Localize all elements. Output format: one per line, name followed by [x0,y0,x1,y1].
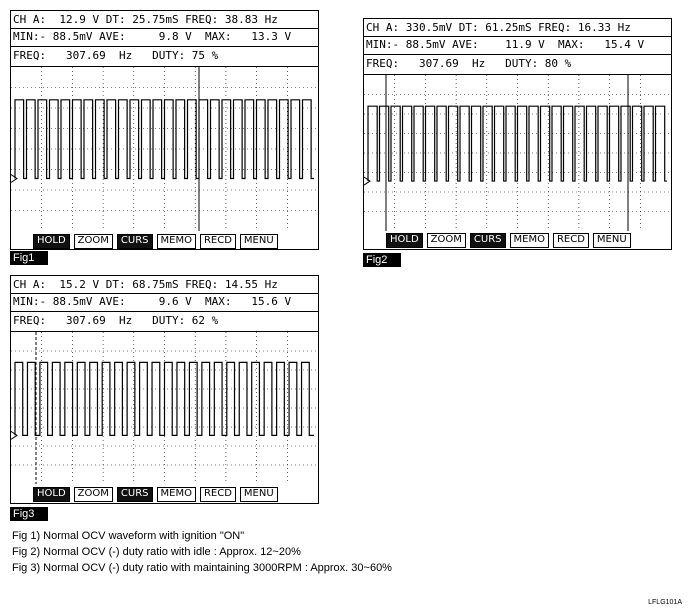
waveform-trace [15,100,314,179]
softkey-hold-button[interactable]: HOLD [386,233,423,248]
softkey-menu-button[interactable]: MENU [240,487,278,502]
softkey-curs-button[interactable]: CURS [470,233,506,248]
scope-readout-line2: MIN:- 88.5mV AVE: 9.8 V MAX: 13.3 V [13,30,292,43]
scope-readout-line3: FREQ: 307.69 Hz DUTY: 62 % [13,314,219,327]
waveform-display [11,332,318,484]
waveform-display [364,75,671,231]
scope-readout-line2: MIN:- 88.5mV AVE: 11.9 V MAX: 15.4 V [366,38,645,51]
softkey-hold-button[interactable]: HOLD [33,234,70,249]
scope-readout-line1: CH A: 330.5mV DT: 61.25mS FREQ: 16.33 Hz [366,21,631,34]
softkey-recd-button[interactable]: RECD [200,234,236,249]
scope-readout-line3: FREQ: 307.69 Hz DUTY: 75 % [13,49,219,62]
figure-label-fig3: Fig3 [10,507,48,521]
waveform-plot [11,332,318,484]
scope-readout-line2: MIN:- 88.5mV AVE: 9.6 V MAX: 15.6 V [13,295,292,308]
softkey-curs-button[interactable]: CURS [117,487,153,502]
softkey-menu-button[interactable]: MENU [593,233,631,248]
softkey-bar [33,485,278,503]
ground-marker-icon [11,175,17,183]
scope-screen-fig3 [10,275,319,504]
softkey-memo-button[interactable]: MEMO [157,487,196,502]
softkey-bar [33,232,278,250]
ground-marker-icon [11,431,17,439]
softkey-zoom-button[interactable]: ZOOM [74,234,113,249]
softkey-menu-button[interactable]: MENU [240,234,278,249]
figure-label-fig2: Fig2 [363,253,401,267]
scope-screen-fig2 [363,18,672,250]
softkey-zoom-button[interactable]: ZOOM [427,233,466,248]
waveform-plot [11,67,318,231]
softkey-zoom-button[interactable]: ZOOM [74,487,113,502]
softkey-recd-button[interactable]: RECD [200,487,236,502]
caption-fig2: Fig 2) Normal OCV (-) duty ratio with idle : Approx. 12~20% [12,546,301,558]
scope-readout-line3: FREQ: 307.69 Hz DUTY: 80 % [366,57,572,70]
ground-marker-icon [364,177,370,185]
softkey-bar [386,231,631,249]
softkey-memo-button[interactable]: MEMO [157,234,196,249]
waveform-display [11,67,318,231]
waveform-plot [364,75,671,231]
softkey-hold-button[interactable]: HOLD [33,487,70,502]
caption-fig1: Fig 1) Normal OCV waveform with ignition "ON" [12,530,245,542]
caption-fig3: Fig 3) Normal OCV (-) duty ratio with maintaining 3000RPM : Approx. 30~60% [12,562,392,574]
scope-readout-line1: CH A: 15.2 V DT: 68.75mS FREQ: 14.55 Hz [13,278,278,291]
waveform-trace [368,106,667,181]
softkey-recd-button[interactable]: RECD [553,233,589,248]
scope-readout-line1: CH A: 12.9 V DT: 25.75mS FREQ: 38.83 Hz [13,13,278,26]
waveform-trace [15,362,314,435]
document-code: LFLG101A [648,599,682,606]
softkey-curs-button[interactable]: CURS [117,234,153,249]
figure-label-fig1: Fig1 [10,251,48,265]
softkey-memo-button[interactable]: MEMO [510,233,549,248]
scope-screen-fig1 [10,10,319,250]
